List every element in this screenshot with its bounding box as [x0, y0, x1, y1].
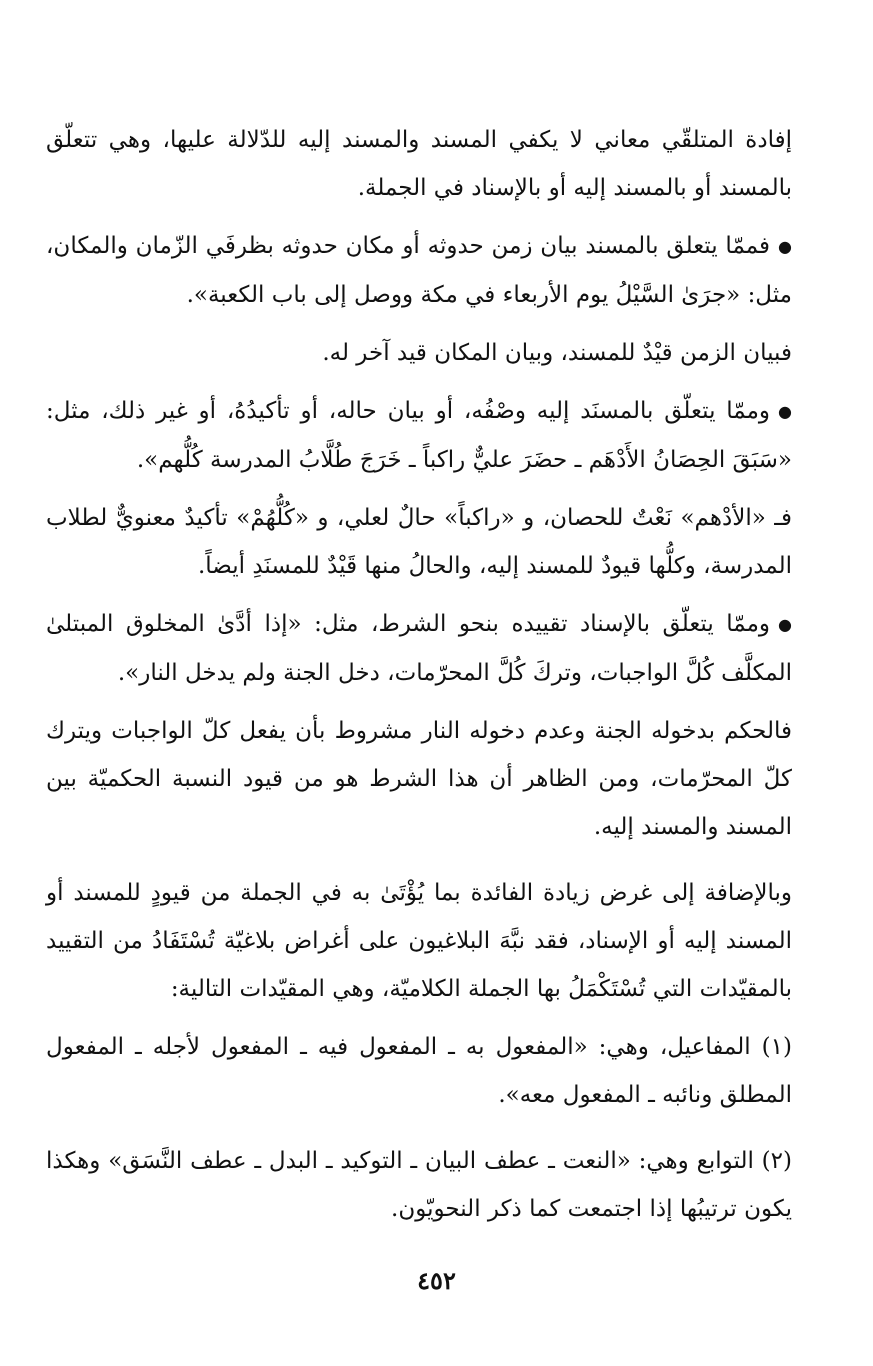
- paragraph-text: وبالإضافة إلى غرض زيادة الفائدة بما يُؤْتَىٰ به في الجملة من قيودٍ للمسند أو المسند إليه أو الإسناد، فقد نبَّهَ البلاغيون على أغراض بلاغيّة تُسْتَفَادُ من التقييد بالمقيّدات التي تُسْتَكْمَلُ بها الجملة الكلاميّة، وهي المقيّدات التالية:: [46, 880, 792, 1002]
- paragraph-text: وممّا يتعلّق بالإسناد تقييده بنحو الشرط، مثل: «إذا أدَّىٰ المخلوق المبتلىٰ المكلَّف كُلَّ الواجبات، وتركَ كُلَّ المحرّمات، دخل الجنة ولم يدخل النار».: [46, 611, 792, 686]
- paragraph: [46, 116, 792, 212]
- paragraph-text: وممّا يتعلّق بالمسنَد إليه وصْفُه، أو بيان حاله، أو تأكيدُهُ، أو غير ذلك، مثل: «سَبَقَ الحِصَانُ الأَدْهَم ـ حضَرَ عليٌّ راكباً ـ خَرَجَ طُلَّابُ المدرسة كُلُّهم».: [46, 398, 792, 473]
- bullet-paragraph: [46, 387, 792, 484]
- list-item: [46, 1023, 792, 1119]
- bullet-icon: ●: [778, 615, 792, 634]
- bullet-icon: ●: [778, 237, 792, 256]
- bullet-paragraph: [46, 600, 792, 697]
- list-item-text: (١) المفاعيل، وهي: «المفعول به ـ المفعول فيه ـ المفعول لأجله ـ المفعول المطلق ونائبه ـ المفعول معه».: [46, 1034, 792, 1108]
- list-item-text: (٢) التوابع وهي: «النعت ـ عطف البيان ـ التوكيد ـ البدل ـ عطف النَّسَق» وهكذا يكون ترتيبُها إذا اجتمعت كما ذكر النحويّون.: [46, 1148, 792, 1222]
- paragraph-text: فالحكم بدخوله الجنة وعدم دخوله النار مشروط بأن يفعل كلّ الواجبات ويترك كلّ المحرّمات، ومن الظاهر أن هذا الشرط هو من قيود النسبة الحكميّة بين المسند والمسند إليه.: [46, 718, 792, 840]
- paragraph: [46, 329, 792, 377]
- paragraph: [46, 494, 792, 590]
- paragraph: [46, 869, 792, 1013]
- paragraph-text: فبيان الزمن قيْدٌ للمسند، وبيان المكان قيد آخر له.: [322, 340, 792, 366]
- bullet-icon: ●: [778, 402, 792, 421]
- paragraph-text: إفادة المتلقّي معاني لا يكفي المسند والمسند إليه للدّلالة عليها، وهي تتعلّق بالمسند أو بالمسند إليه أو بالإسناد في الجملة.: [46, 127, 792, 201]
- page-body: [46, 116, 792, 1243]
- paragraph-text: فـ «الأدْهم» نَعْتٌ للحصان، و «راكباً» حالٌ لعلي، و «كُلُّهُمْ» تأكيدٌ معنويٌّ لطلاب المدرسة، وكلُّها قيودٌ للمسند إليه، والحالُ منها قَيْدٌ للمسنَدِ أيضاً.: [46, 505, 792, 579]
- bullet-paragraph: [46, 222, 792, 319]
- paragraph-text: فممّا يتعلق بالمسند بيان زمن حدوثه أو مكان حدوثه بظرفَي الزّمان والمكان، مثل: «جرَىٰ السَّيْلُ يوم الأربعاء في مكة ووصل إلى باب الكعبة».: [46, 233, 792, 308]
- paragraph: [46, 707, 792, 851]
- page-number: ٤٥٢: [417, 1266, 456, 1295]
- list-item: [46, 1137, 792, 1233]
